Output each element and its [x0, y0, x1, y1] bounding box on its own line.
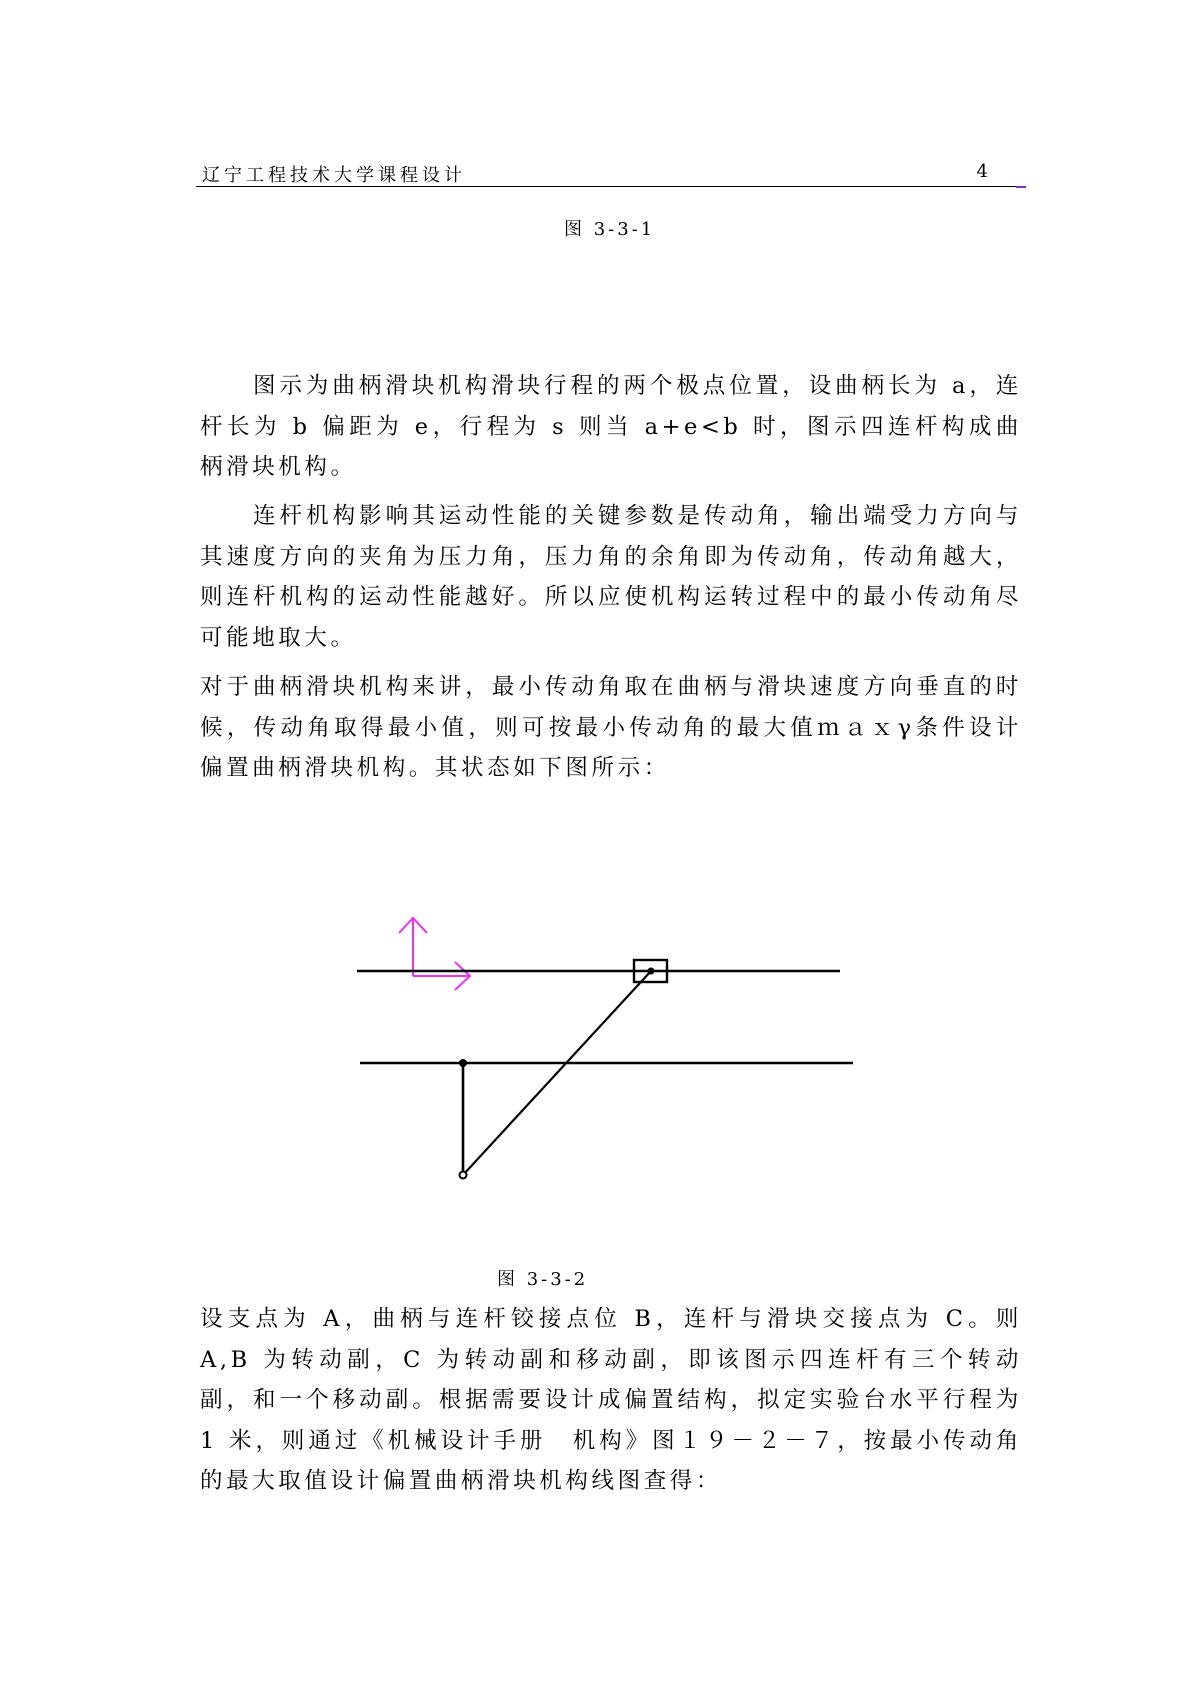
paragraph-crank-slider-intro: 图示为曲柄滑块机构滑块行程的两个极点位置，设曲柄长为 a，连杆长为 b 偏距为 e，行程为 s 则当 a+e<b 时，图示四连杆构成曲柄滑块机构。: [200, 373, 1022, 480]
velocity-axes-icon: [399, 918, 470, 990]
header-title: 辽宁工程技术大学课程设计: [202, 165, 466, 186]
connecting-rod: [463, 971, 651, 1175]
paragraph-min-transmission-angle: 对于曲柄滑块机构来讲，最小传动角取在曲柄与滑块速度方向垂直的时候，传动角取得最小值，则可按最小传动角的最大值ｍａｘγ条件设计偏置曲柄滑块机构。其状态如下图所示：: [200, 674, 1022, 781]
joint-a: [459, 1059, 467, 1067]
page-number: 4: [976, 161, 988, 182]
joint-b: [460, 1172, 467, 1179]
paragraph-transmission-angle: 连杆机构影响其运动性能的关键参数是传动角，输出端受力方向与其速度方向的夹角为压力角，压力角的余角即为传动角，传动角越大，则连杆机构的运动性能越好。所以应使机构运转过程中的最小传动角尽可能地取大。: [200, 503, 1022, 651]
figure-caption-3-3-1: 图 3-3-1: [564, 219, 656, 240]
paragraph-joints-description: 设支点为 A，曲柄与连杆铰接点位 B，连杆与滑块交接点为 C。则 A,B 为转动副，C 为转动副和移动副，即该图示四连杆有三个转动副，和一个移动副。根据需要设计成偏置结构，拟定实验台水平行程为 1 米，则通过《机械设计手册 机构》图１９－２－７，按最小传动角的最大取值设计偏置曲柄滑块机构线图查得：: [200, 1306, 1022, 1494]
figure-caption-3-3-2: 图 3-3-2: [497, 1269, 589, 1290]
joint-c: [648, 968, 655, 975]
